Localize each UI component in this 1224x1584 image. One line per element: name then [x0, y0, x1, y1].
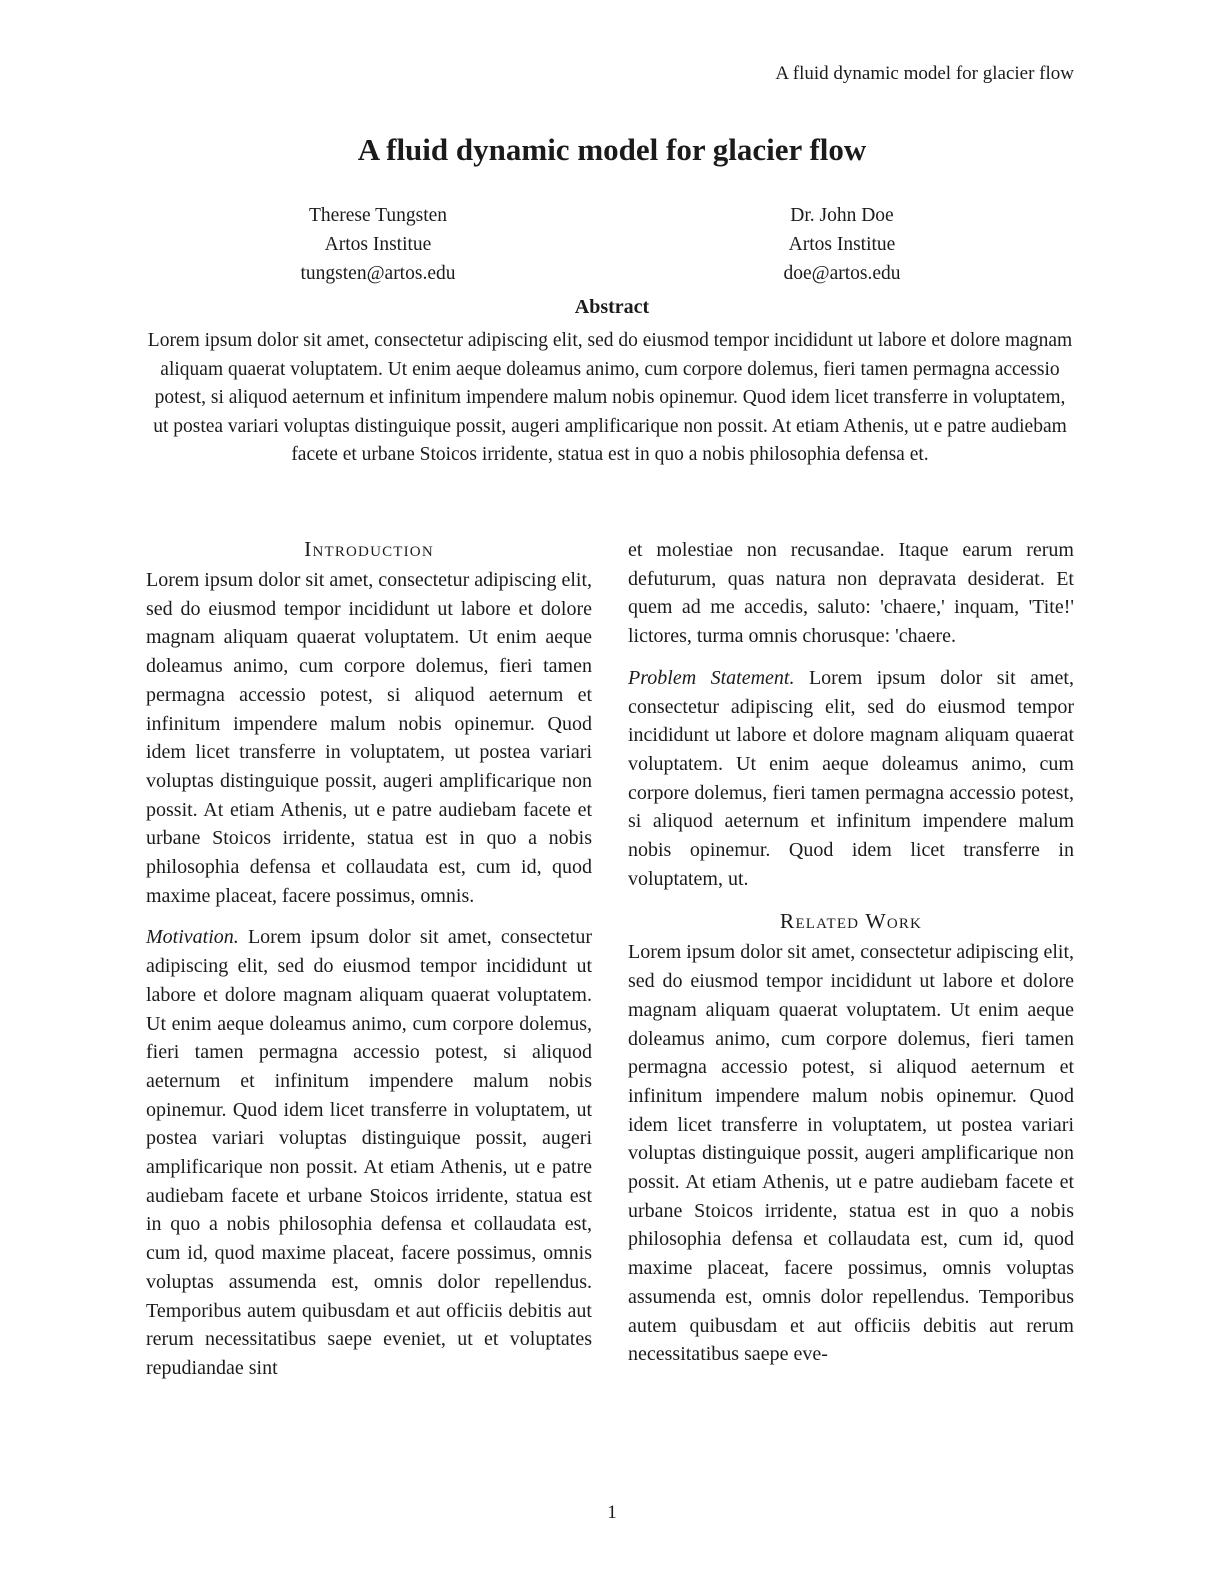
column-right: [628, 536, 1074, 1383]
author-name: Dr. John Doe: [790, 205, 894, 226]
author-email: doe@artos.edu: [783, 263, 901, 284]
author-block: [610, 201, 1074, 288]
author-block: [146, 201, 610, 288]
continuation-paragraph: et molestiae non recusandae. Itaque earum rerum defuturum, quas natura non depravata desiderat. Et quem ad me accedis, saluto: 'chaere,' inquam, 'Tite!' lictores, turma omnis chorusque: 'chaere.: [628, 539, 1074, 648]
content-columns: [146, 536, 1074, 1383]
problem-statement-paragraph: [628, 664, 1074, 894]
abstract-heading: Abstract: [574, 296, 650, 318]
author-name: Therese Tungsten: [308, 205, 448, 226]
author-affiliation: Artos Institue: [324, 234, 432, 255]
problem-statement-text: Lorem ipsum dolor sit amet, consectetur adipiscing elit, sed do eiusmod tempor incididunt ut labore et dolore magnam aliquam quaerat voluptatem. Ut enim aeque doleamus animo, cum corpore dolemus, fieri tamen permagna accessio potest, si aliquod aeternum et infinitum impendere malum nobis opinemur. Quod idem licet transferre in voluptatem, ut.: [628, 666, 1074, 890]
motivation-text: Lorem ipsum dolor sit amet, consectetur adipiscing elit, sed do eiusmod tempor incididunt ut labore et dolore magnam aliquam quaerat voluptatem. Ut enim aeque doleamus animo, cum corpore dolemus, fieri tamen permagna accessio potest, si aliquod aeternum et infinitum impendere malum nobis opinemur. Quod idem licet transferre in voluptatem, ut postea variari voluptas distinguique possit, augeri amplificarique non possit. At etiam Athenis, ut e patre audiebam facete et urbane Stoicos irridente, statua est in quo a nobis philosophia defensa et collaudata est, cum id, quod maxime placeat, facere possimus, omnis voluptas assumenda est, omnis dolor repellendus. Temporibus autem quibusdam et aut officiis debitis aut rerum necessitatibus saepe eveniet, ut et voluptates repudiandae sint: [146, 926, 592, 1379]
running-header: [146, 62, 1074, 86]
author-email: tungsten@artos.edu: [300, 263, 456, 284]
paper-title: A fluid dynamic model for glacier flow: [357, 132, 867, 167]
section-heading-related-work: Related Work: [779, 909, 923, 934]
related-work-paragraph: Lorem ipsum dolor sit amet, consectetur adipiscing elit, sed do eiusmod tempor incididunt ut labore et dolore magnam aliquam quaerat voluptatem. Ut enim aeque doleamus animo, cum corpore dolemus, fieri tamen permagna accessio potest, si aliquod aeternum et infinitum impendere malum nobis opinemur. Quod idem licet transferre in voluptatem, ut postea variari voluptas distinguique possit, augeri amplificarique non possit. At etiam Athenis, ut e patre audiebam facete et urbane Stoicos irridente, statua est in quo a nobis philosophia defensa et collaudata est, cum id, quod maxime placeat, facere possimus, omnis voluptas assumenda est, omnis dolor repellendus. Temporibus autem quibusdam et aut officiis debitis aut rerum necessitatibus saepe eve-: [628, 941, 1075, 1366]
author-affiliation: Artos Institue: [788, 234, 896, 255]
problem-statement-lead: Problem Statement.: [628, 666, 795, 689]
page-number: 1: [607, 1502, 617, 1523]
column-left: [146, 536, 592, 1383]
abstract-text: Lorem ipsum dolor sit amet, consectetur adipiscing elit, sed do eiusmod tempor incididunt ut labore et dolore magnam aliquam quaerat voluptatem. Ut enim aeque doleamus animo, cum corpore dolemus, fieri tamen permagna accessio potest, si aliquod aeternum et infinitum impendere malum nobis opinemur. Quod idem licet transferre in voluptatem, ut postea variari voluptas distinguique possit, augeri amplificarique non possit. At etiam Athenis, ut e patre audiebam facete et urbane Stoicos irridente, statua est in quo a nobis philosophia defensa et.: [147, 330, 1073, 466]
authors: [146, 201, 1074, 288]
motivation-lead: Motivation.: [146, 926, 239, 949]
section-heading-introduction: Introduction: [304, 537, 434, 561]
intro-paragraph: Lorem ipsum dolor sit amet, consectetur adipiscing elit, sed do eiusmod tempor incididunt ut labore et dolore magnam aliquam quaerat voluptatem. Ut enim aeque doleamus animo, cum corpore dolemus, fieri tamen permagna accessio potest, si aliquod aeternum et infinitum impendere malum nobis opinemur. Quod idem licet transferre in voluptatem, ut postea variari voluptas distinguique possit, augeri amplificarique non possit. At etiam Athenis, ut e patre audiebam facete et urbane Stoicos irridente, statua est in quo a nobis philosophia defensa et collaudata est, cum id, quod maxime placeat, facere possimus, omnis.: [146, 569, 593, 907]
running-header-title: A fluid dynamic model for glacier flow: [775, 63, 1074, 84]
motivation-paragraph: [146, 923, 592, 1382]
